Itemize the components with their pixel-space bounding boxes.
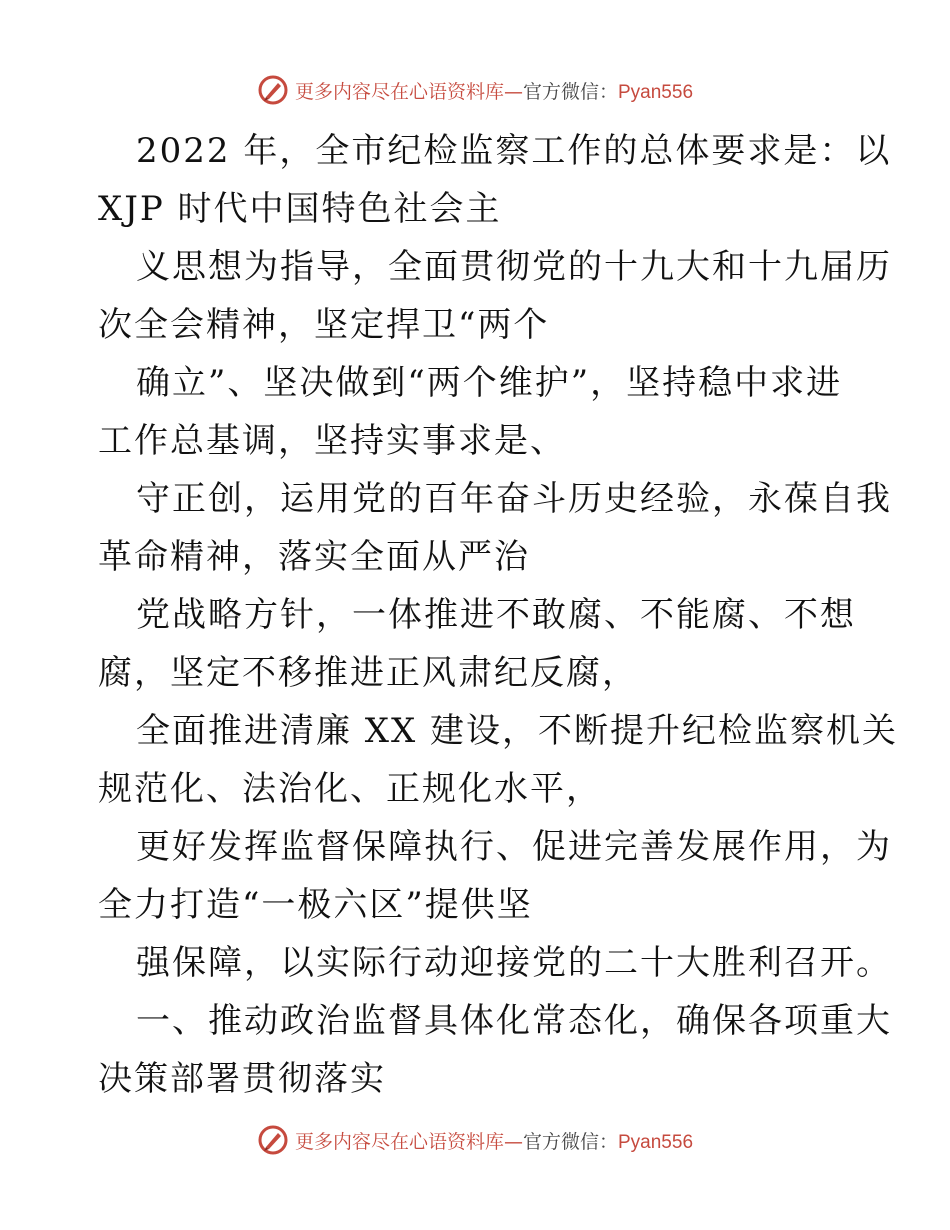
paragraph bbox=[98, 238, 892, 354]
header-banner-separator: — bbox=[503, 80, 523, 103]
paragraph bbox=[98, 470, 892, 586]
paragraph-line: 确立”、坚决做到“两个维护”，坚持稳中求进 bbox=[136, 363, 843, 403]
paragraph-line: 强保障，以实际行动迎接党的二十大胜利召开。 bbox=[136, 943, 892, 983]
section-heading bbox=[98, 992, 892, 1108]
paragraph-line: 次全会精神，坚定捍卫“两个 bbox=[98, 305, 550, 345]
paragraph bbox=[98, 702, 899, 818]
paragraph-line: 更好发挥监督保障执行、促进完善发展作用，为 bbox=[136, 827, 892, 867]
footer-banner bbox=[0, 1120, 950, 1160]
paragraph-line: 规范化、法治化、正规化水平， bbox=[98, 769, 602, 809]
paragraph-line: 党战略方针，一体推进不敢腐、不能腐、不想 bbox=[136, 595, 856, 635]
paragraph-line: 2022 年，全市纪检监察工作的总体要求是：以 bbox=[136, 131, 892, 171]
paragraph-line: 全力打造“一极六区”提供坚 bbox=[98, 885, 533, 925]
paragraph bbox=[98, 354, 858, 470]
document-body bbox=[98, 122, 899, 1108]
paragraph-line: 全面推进清廉 XX 建设，不断提升纪检监察机关 bbox=[136, 711, 899, 751]
footer-banner-contact-label: 官方微信： bbox=[522, 1130, 618, 1153]
paragraph-line: 义思想为指导，全面贯彻党的十九大和十九届历 bbox=[136, 247, 892, 287]
section-heading-line: 决策部署贯彻落实 bbox=[98, 1059, 386, 1099]
header-banner bbox=[0, 70, 950, 110]
footer-banner-title: 更多内容尽在心语资料库 bbox=[294, 1130, 504, 1153]
footer-banner-account: Pyan556 bbox=[618, 1131, 694, 1153]
section-heading-line: 一、推动政治监督具体化常态化，确保各项重大 bbox=[136, 1001, 892, 1041]
paragraph-line: 革命精神，落实全面从严治 bbox=[98, 537, 530, 577]
footer-banner-separator: — bbox=[503, 1130, 523, 1153]
footer-banner-text bbox=[295, 1127, 693, 1154]
paragraph-line: 腐，坚定不移推进正风肃纪反腐， bbox=[98, 653, 638, 693]
header-banner-text bbox=[295, 77, 693, 104]
paragraph-line: 工作总基调，坚持实事求是、 bbox=[98, 421, 566, 461]
paragraph-line: XJP 时代中国特色社会主 bbox=[98, 189, 502, 229]
header-banner-contact-label: 官方微信： bbox=[522, 80, 618, 103]
paragraph-line: 守正创，运用党的百年奋斗历史经验，永葆自我 bbox=[136, 479, 892, 519]
pen-circle-logo-icon bbox=[257, 1124, 289, 1156]
paragraph bbox=[98, 586, 858, 702]
paragraph bbox=[98, 934, 892, 992]
header-banner-title: 更多内容尽在心语资料库 bbox=[294, 80, 504, 103]
paragraph bbox=[98, 818, 892, 934]
header-banner-account: Pyan556 bbox=[618, 81, 694, 103]
pen-circle-logo-icon bbox=[257, 74, 289, 106]
paragraph bbox=[98, 122, 892, 238]
